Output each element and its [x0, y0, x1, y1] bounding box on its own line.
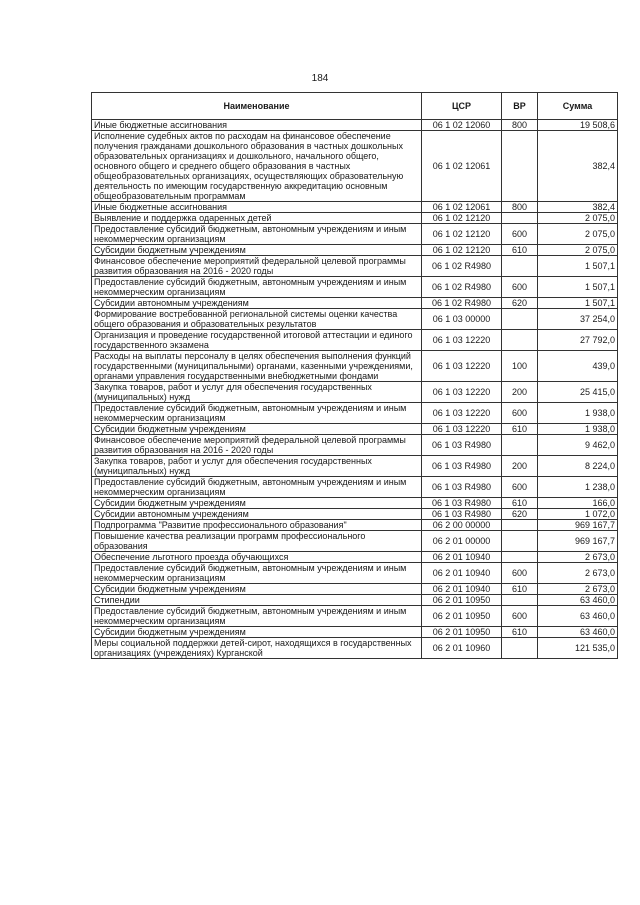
cell-name: Субсидии бюджетным учреждениям [92, 498, 422, 509]
cell-vr: 610 [502, 424, 538, 435]
cell-vr: 620 [502, 298, 538, 309]
cell-csr: 06 2 01 00000 [422, 531, 502, 552]
table-row [92, 202, 618, 213]
table-row [92, 382, 618, 403]
cell-csr: 06 2 01 10950 [422, 595, 502, 606]
cell-vr: 610 [502, 498, 538, 509]
cell-name: Субсидии бюджетным учреждениям [92, 627, 422, 638]
cell-csr: 06 2 01 10940 [422, 552, 502, 563]
cell-vr [502, 309, 538, 330]
cell-vr [502, 213, 538, 224]
table-row [92, 245, 618, 256]
cell-name: Формирование востребованной региональной системы оценки качества общего образования и образовательных результатов [92, 309, 422, 330]
cell-sum: 63 460,0 [538, 606, 618, 627]
table-row [92, 224, 618, 245]
cell-vr [502, 330, 538, 351]
cell-name: Выявление и поддержка одаренных детей [92, 213, 422, 224]
cell-vr [502, 520, 538, 531]
table-row [92, 552, 618, 563]
cell-csr: 06 1 03 12220 [422, 424, 502, 435]
table-body [92, 120, 618, 659]
cell-vr: 610 [502, 584, 538, 595]
cell-csr: 06 2 01 10960 [422, 638, 502, 659]
header-vr: ВР [502, 93, 538, 120]
table-row [92, 309, 618, 330]
page-number: 184 [311, 73, 329, 84]
cell-vr: 600 [502, 563, 538, 584]
table-header-row [92, 93, 618, 120]
cell-sum: 382,4 [538, 131, 618, 202]
cell-vr: 200 [502, 382, 538, 403]
cell-vr: 610 [502, 627, 538, 638]
cell-name: Обеспечение льготного проезда обучающихся [92, 552, 422, 563]
cell-csr: 06 1 03 00000 [422, 309, 502, 330]
cell-vr [502, 552, 538, 563]
table-row [92, 403, 618, 424]
cell-name: Закупка товаров, работ и услуг для обеспечения государственных (муниципальных) нужд [92, 382, 422, 403]
table-row [92, 424, 618, 435]
cell-csr: 06 1 03 R4980 [422, 509, 502, 520]
table-row [92, 509, 618, 520]
cell-sum: 1 507,1 [538, 256, 618, 277]
cell-sum: 1 507,1 [538, 298, 618, 309]
cell-csr: 06 1 02 12120 [422, 224, 502, 245]
table-row [92, 477, 618, 498]
cell-csr: 06 1 02 12120 [422, 213, 502, 224]
cell-vr [502, 595, 538, 606]
cell-name: Иные бюджетные ассигнования [92, 202, 422, 213]
cell-csr: 06 1 02 12120 [422, 245, 502, 256]
cell-sum: 382,4 [538, 202, 618, 213]
cell-vr: 610 [502, 245, 538, 256]
table-row [92, 627, 618, 638]
cell-sum: 121 535,0 [538, 638, 618, 659]
cell-sum: 166,0 [538, 498, 618, 509]
cell-sum: 8 224,0 [538, 456, 618, 477]
table-row [92, 584, 618, 595]
table-row [92, 256, 618, 277]
cell-csr: 06 1 03 R4980 [422, 456, 502, 477]
table-row [92, 351, 618, 382]
cell-csr: 06 1 02 R4980 [422, 298, 502, 309]
table-row [92, 131, 618, 202]
cell-sum: 19 508,6 [538, 120, 618, 131]
table-row [92, 638, 618, 659]
cell-sum: 1 238,0 [538, 477, 618, 498]
cell-sum: 1 938,0 [538, 424, 618, 435]
table-row [92, 120, 618, 131]
cell-csr: 06 1 02 12061 [422, 131, 502, 202]
cell-vr [502, 131, 538, 202]
cell-name: Финансовое обеспечение мероприятий федеральной целевой программы развития образования на 2016 - 2020 годы [92, 256, 422, 277]
cell-csr: 06 1 03 R4980 [422, 435, 502, 456]
cell-sum: 2 673,0 [538, 584, 618, 595]
cell-name: Финансовое обеспечение мероприятий федеральной целевой программы развития образования на 2016 - 2020 годы [92, 435, 422, 456]
cell-sum: 439,0 [538, 351, 618, 382]
cell-vr [502, 435, 538, 456]
cell-name: Меры социальной поддержки детей-сирот, находящихся в государственных организациях (учреждениях) Курганской [92, 638, 422, 659]
budget-table [91, 92, 618, 659]
cell-vr: 100 [502, 351, 538, 382]
cell-sum: 2 075,0 [538, 245, 618, 256]
cell-name: Субсидии бюджетным учреждениям [92, 245, 422, 256]
cell-sum: 2 075,0 [538, 224, 618, 245]
table-row [92, 330, 618, 351]
header-csr: ЦСР [422, 93, 502, 120]
cell-name: Субсидии автономным учреждениям [92, 509, 422, 520]
cell-sum: 37 254,0 [538, 309, 618, 330]
table-row [92, 520, 618, 531]
cell-name: Предоставление субсидий бюджетным, автономным учреждениям и иным некоммерческим организациям [92, 403, 422, 424]
cell-sum: 1 938,0 [538, 403, 618, 424]
cell-csr: 06 2 01 10940 [422, 584, 502, 595]
cell-sum: 27 792,0 [538, 330, 618, 351]
cell-name: Закупка товаров, работ и услуг для обеспечения государственных (муниципальных) нужд [92, 456, 422, 477]
table-row [92, 298, 618, 309]
cell-sum: 1 507,1 [538, 277, 618, 298]
cell-vr: 600 [502, 277, 538, 298]
cell-name: Исполнение судебных актов по расходам на финансовое обеспечение получения гражданами дошкольного образования в частных дошкольных образовательных организациях и дошкольного, начального общего, основного общего и среднего общего образования в частных общеобразовательных организациях, осуществляющих образовательную деятельность по имеющим государственную аккредитацию основным общеобразовательным программам [92, 131, 422, 202]
cell-sum: 969 167,7 [538, 531, 618, 552]
cell-name: Подпрограмма "Развитие профессионального образования" [92, 520, 422, 531]
cell-sum: 969 167,7 [538, 520, 618, 531]
cell-sum: 25 415,0 [538, 382, 618, 403]
cell-vr: 620 [502, 509, 538, 520]
cell-name: Субсидии бюджетным учреждениям [92, 424, 422, 435]
cell-vr: 200 [502, 456, 538, 477]
table-row [92, 498, 618, 509]
cell-sum: 1 072,0 [538, 509, 618, 520]
cell-csr: 06 1 03 12220 [422, 403, 502, 424]
cell-vr: 600 [502, 606, 538, 627]
cell-name: Предоставление субсидий бюджетным, автономным учреждениям и иным некоммерческим организациям [92, 606, 422, 627]
cell-csr: 06 1 03 12220 [422, 330, 502, 351]
cell-csr: 06 2 01 10950 [422, 627, 502, 638]
cell-name: Субсидии бюджетным учреждениям [92, 584, 422, 595]
cell-vr [502, 638, 538, 659]
cell-name: Организация и проведение государственной итоговой аттестации и единого государственного экзамена [92, 330, 422, 351]
table-row [92, 456, 618, 477]
cell-name: Субсидии автономным учреждениям [92, 298, 422, 309]
cell-vr: 600 [502, 477, 538, 498]
table-row [92, 277, 618, 298]
cell-csr: 06 1 03 12220 [422, 351, 502, 382]
cell-vr: 800 [502, 202, 538, 213]
cell-name: Предоставление субсидий бюджетным, автономным учреждениям и иным некоммерческим организациям [92, 563, 422, 584]
table-row [92, 595, 618, 606]
cell-name: Иные бюджетные ассигнования [92, 120, 422, 131]
cell-name: Расходы на выплаты персоналу в целях обеспечения выполнения функций государственными (муниципальными) органами, казенными учреждениями, органами управления государственными внебюджетными фондами [92, 351, 422, 382]
cell-vr [502, 256, 538, 277]
cell-csr: 06 2 00 00000 [422, 520, 502, 531]
cell-csr: 06 1 03 R4980 [422, 498, 502, 509]
cell-csr: 06 1 02 R4980 [422, 256, 502, 277]
cell-sum: 2 075,0 [538, 213, 618, 224]
cell-name: Предоставление субсидий бюджетным, автономным учреждениям и иным некоммерческим организациям [92, 277, 422, 298]
cell-vr: 600 [502, 403, 538, 424]
cell-csr: 06 1 03 12220 [422, 382, 502, 403]
table-row [92, 531, 618, 552]
cell-vr: 600 [502, 224, 538, 245]
cell-sum: 63 460,0 [538, 627, 618, 638]
cell-csr: 06 2 01 10950 [422, 606, 502, 627]
cell-sum: 2 673,0 [538, 563, 618, 584]
cell-csr: 06 1 02 R4980 [422, 277, 502, 298]
cell-name: Предоставление субсидий бюджетным, автономным учреждениям и иным некоммерческим организациям [92, 224, 422, 245]
header-name: Наименование [92, 93, 422, 120]
table-row [92, 435, 618, 456]
cell-name: Повышение качества реализации программ профессионального образования [92, 531, 422, 552]
cell-name: Стипендии [92, 595, 422, 606]
header-sum: Сумма [538, 93, 618, 120]
cell-sum: 9 462,0 [538, 435, 618, 456]
cell-vr: 800 [502, 120, 538, 131]
cell-sum: 2 673,0 [538, 552, 618, 563]
table-row [92, 563, 618, 584]
cell-csr: 06 2 01 10940 [422, 563, 502, 584]
table-row [92, 606, 618, 627]
cell-csr: 06 1 02 12061 [422, 202, 502, 213]
table-row [92, 213, 618, 224]
cell-csr: 06 1 02 12060 [422, 120, 502, 131]
cell-sum: 63 460,0 [538, 595, 618, 606]
cell-vr [502, 531, 538, 552]
cell-name: Предоставление субсидий бюджетным, автономным учреждениям и иным некоммерческим организациям [92, 477, 422, 498]
cell-csr: 06 1 03 R4980 [422, 477, 502, 498]
